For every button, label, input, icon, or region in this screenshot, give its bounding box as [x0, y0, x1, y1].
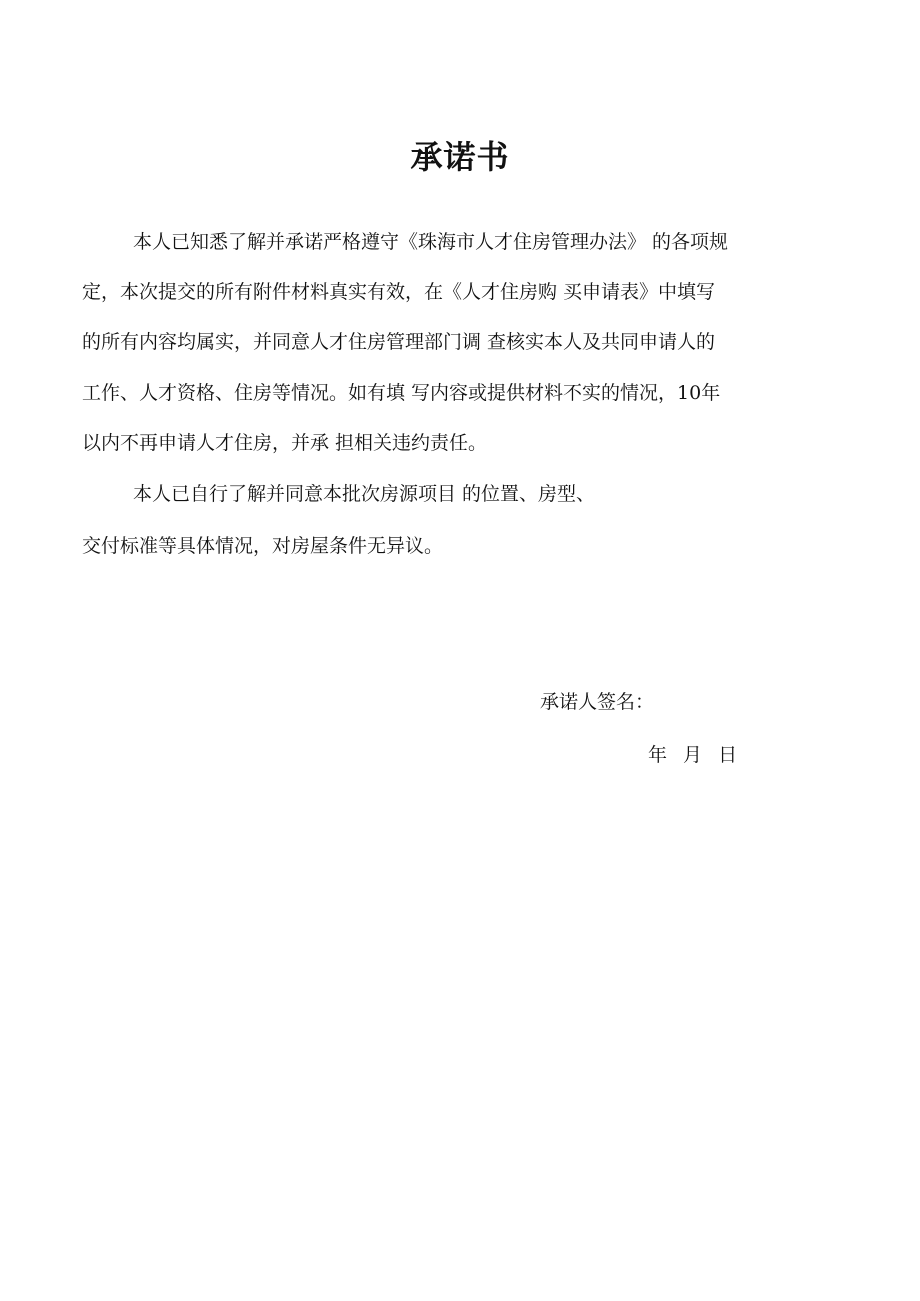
paragraph-line: 定，本次提交的所有附件材料真实有效，在《人才住房购 买申请表》中填写 — [82, 281, 716, 303]
paragraph-line: 以内不再申请人才住房，并承 担相关违约责任。 — [82, 432, 488, 454]
paragraph-line: 本人已知悉了解并承诺严格遵守《珠海市人才住房管理办法》 的各项规 — [133, 231, 729, 253]
paragraph-line: 的所有内容均属实，并同意人才住房管理部门调 查核实本人及共同申请人的 — [82, 331, 716, 353]
date-label: 年 月 日 — [648, 744, 738, 766]
paragraph-line: 交付标准等具体情况，对房屋条件无异议。 — [82, 535, 444, 557]
document-title: 承诺书 — [410, 138, 510, 176]
paragraph-line: 工作、人才资格、住房等情况。如有填 写内容或提供材料不实的情况，10年 — [82, 382, 721, 404]
signature-label: 承诺人签名： — [540, 691, 655, 713]
paragraph-line: 本人已自行了解并同意本批次房源项目 的位置、房型、 — [133, 483, 596, 505]
